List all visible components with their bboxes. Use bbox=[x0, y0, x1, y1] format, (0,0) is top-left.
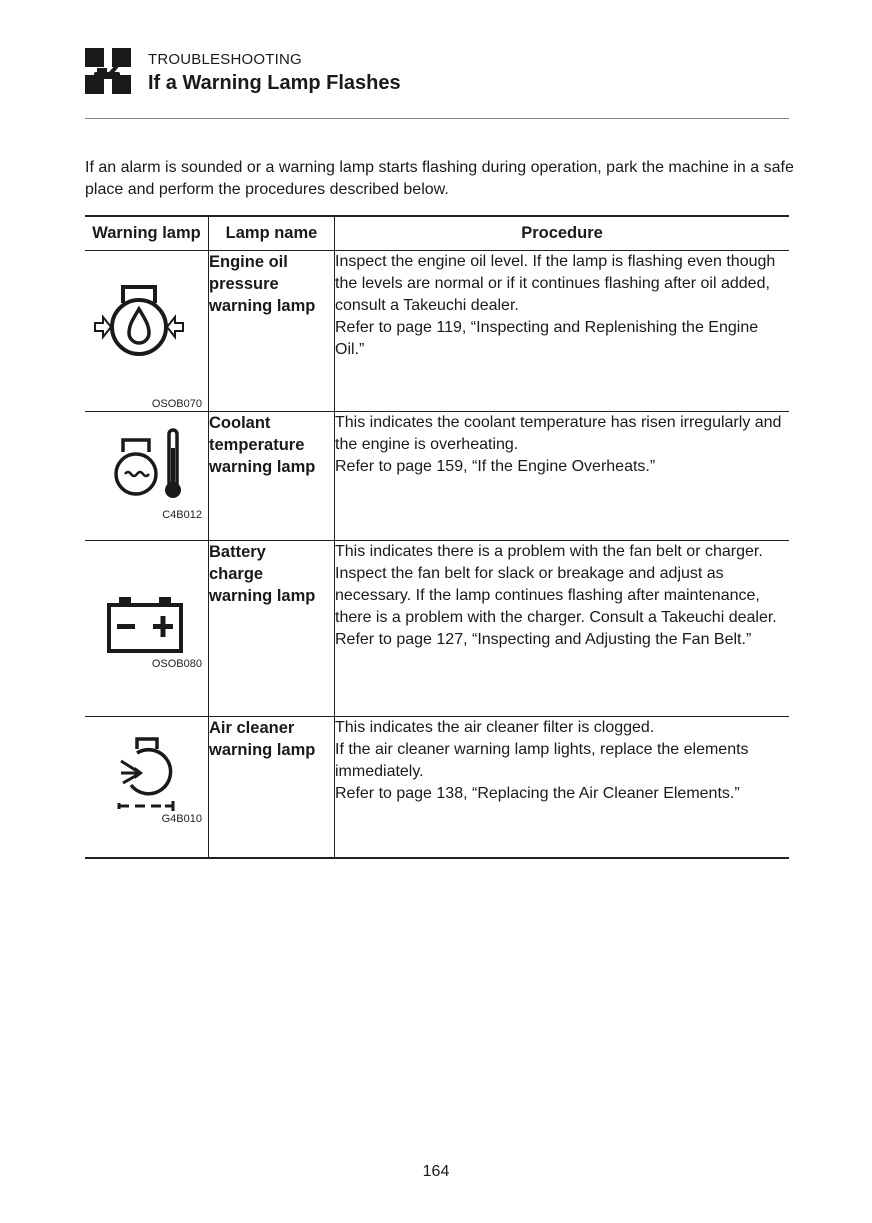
procedure-text: This indicates the air cleaner filter is clogged. If the air cleaner warning lamp lights, replace the elements immediately. Refer to page 138, “Replacing the Air Cleaner Elements.” bbox=[335, 717, 790, 858]
procedure-text: This indicates there is a problem with the fan belt or charger. Inspect the fan belt for slack or breakage and adjust as necessary. If the lamp continues flashing after maintenance, there is a problem with the charger. Consult a Takeuchi dealer. Refer to page 127, “Inspecting and Adjusting the Fan Belt.” bbox=[335, 541, 790, 717]
page-title: If a Warning Lamp Flashes bbox=[148, 72, 401, 94]
column-header: Lamp name bbox=[209, 216, 335, 251]
table-row bbox=[85, 717, 789, 858]
coolant-temperature-icon bbox=[113, 428, 183, 506]
table-row bbox=[85, 541, 789, 717]
lamp-icon-cell bbox=[85, 412, 209, 541]
table-row bbox=[85, 251, 789, 412]
section-label: TROUBLESHOOTING bbox=[148, 51, 302, 68]
table-row bbox=[85, 412, 789, 541]
header-divider bbox=[85, 118, 789, 119]
warning-lamp-table bbox=[85, 215, 789, 859]
intro-paragraph: If an alarm is sounded or a warning lamp starts flashing during operation, park the machine in a safe place and perform the procedures described below. bbox=[85, 159, 794, 198]
air-cleaner-icon bbox=[115, 735, 181, 811]
lamp-name: Air cleaner warning lamp bbox=[209, 717, 335, 858]
lamp-icon-cell bbox=[85, 251, 209, 412]
lamp-name: Coolant temperature warning lamp bbox=[209, 412, 335, 541]
engine-oil-pressure-icon bbox=[93, 281, 185, 361]
table-header-row bbox=[85, 216, 789, 251]
battery-charge-icon bbox=[105, 595, 185, 655]
procedure-text: This indicates the coolant temperature has risen irregularly and the engine is overheating. Refer to page 159, “If the Engine Overheats.” bbox=[335, 412, 790, 541]
lamp-icon-cell bbox=[85, 541, 209, 717]
lamp-icon-cell bbox=[85, 717, 209, 858]
figure-code: OSOB080 bbox=[151, 658, 202, 670]
lamp-name: Engine oil pressure warning lamp bbox=[209, 251, 335, 412]
column-header: Procedure bbox=[335, 216, 790, 251]
lamp-name: Battery charge warning lamp bbox=[209, 541, 335, 717]
procedure-text: Inspect the engine oil level. If the lamp is flashing even though the levels are normal or if it continues flashing after oil added, consult a Takeuchi dealer. Refer to page 119, “Inspecting and Replenishing the Engine Oil.” bbox=[335, 251, 790, 412]
troubleshooting-section-icon bbox=[85, 48, 131, 94]
figure-code: OSOB070 bbox=[151, 398, 202, 410]
figure-code: G4B010 bbox=[161, 813, 202, 825]
page-number: 164 bbox=[422, 1163, 450, 1180]
figure-code: C4B012 bbox=[162, 509, 202, 521]
column-header: Warning lamp bbox=[85, 216, 209, 251]
